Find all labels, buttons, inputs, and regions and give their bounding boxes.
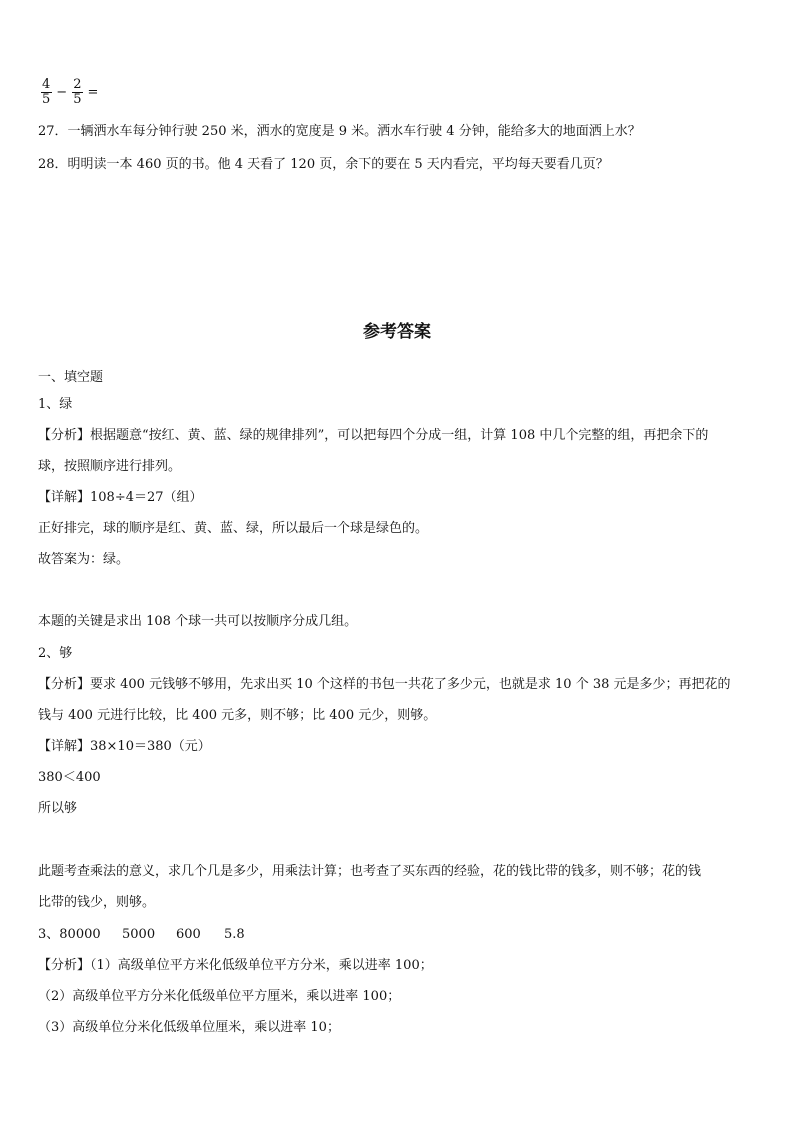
denominator: 5 [42,92,51,107]
equals-sign: = [87,85,99,100]
answer-2-comment-line-1: 此题考查乘法的意义，求几个几是多少，用乘法计算；也考查了买东西的经验，花的钱比带的钱多，则不够；花的钱 [38,864,702,879]
answers-title: 参考答案 [363,322,431,342]
section-heading: 一、填空题 [38,370,104,385]
expression-4-5-minus-2-5 [38,78,100,107]
minus-sign: − [56,85,68,100]
denominator: 5 [73,92,82,107]
answer-2-head: 2、够 [38,646,73,661]
answer-3-value-3: 600 [176,927,201,942]
numerator: 2 [73,77,82,92]
question-27: 27．一辆洒水车每分钟行驶 250 米，洒水的宽度是 9 米。洒水车行驶 4 分钟，能给多大的地面洒上水？ [38,124,641,139]
fraction-two-fifths [71,78,83,107]
answer-3-value-1: 3、80000 [38,927,101,942]
answer-2-line-3: 380＜400 [38,770,101,785]
answer-3-analysis-line-3: （3）高级单位分米化低级单位厘米，乘以进率 10； [38,1020,340,1035]
answer-1-head: 1、绿 [38,397,73,412]
answer-2-detail: 【详解】38×10＝380（元） [38,739,211,754]
answer-1-line-4: 故答案为：绿。 [38,552,130,567]
answer-2-analysis-line-1: 【分析】要求 400 元钱够不够用，先求出买 10 个这样的书包一共花了多少元，也就是求 10 个 38 元是多少；再把花的 [38,677,731,692]
numerator: 4 [42,77,51,92]
answer-3-values [38,927,245,943]
answer-3-analysis-line-2: （2）高级单位平方分米化低级单位平方厘米，乘以进率 100； [38,989,401,1004]
answer-2-line-4: 所以够 [38,801,78,816]
answer-1-detail: 【详解】108÷4＝27（组） [38,490,203,505]
answer-1-analysis-line-1: 【分析】根据题意“按红、黄、蓝、绿的规律排列”，可以把每四个分成一组，计算 108 中几个完整的组，再把余下的 [38,428,709,443]
answer-3-analysis-line-1: 【分析】（1）高级单位平方米化低级单位平方分米，乘以进率 100； [38,958,433,973]
answer-3-value-4: 5.8 [224,927,245,942]
answer-1-line-3: 正好排完，球的顺序是红、黄、蓝、绿，所以最后一个球是绿色的。 [38,521,429,536]
answer-2-comment-line-2: 比带的钱少，则够。 [38,895,156,910]
question-28: 28．明明读一本 460 页的书。他 4 天看了 120 页，余下的要在 5 天内看完，平均每天要看几页？ [38,157,609,172]
answer-1-comment: 本题的关键是求出 108 个球一共可以按顺序分成几组。 [38,614,358,629]
answer-3-value-2: 5000 [122,927,156,942]
fraction-four-fifths [40,78,52,107]
answer-1-analysis-line-2: 球，按照顺序进行排列。 [38,459,182,474]
answer-2-analysis-line-2: 钱与 400 元进行比较，比 400 元多，则不够；比 400 元少，则够。 [38,708,437,723]
